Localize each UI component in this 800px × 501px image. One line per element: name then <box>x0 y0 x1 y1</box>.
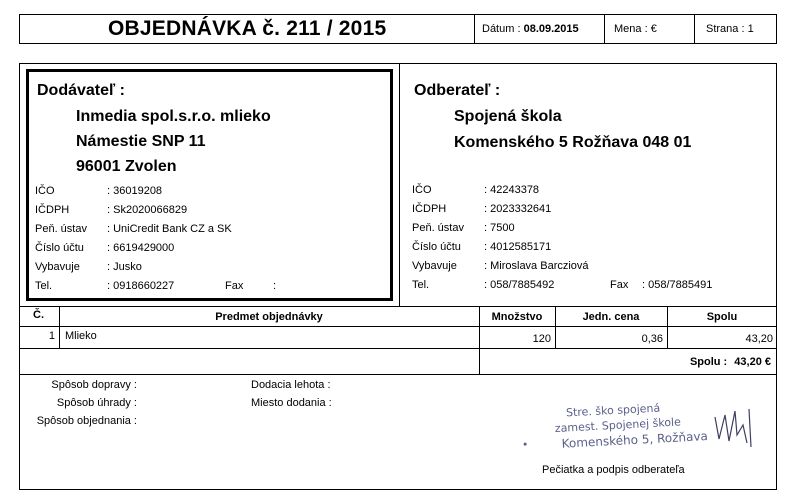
title-bar <box>19 14 777 44</box>
currency-field <box>614 23 657 35</box>
col-header-quantity: Množstvo <box>491 311 543 323</box>
field-label: Peň. ústav <box>35 223 87 235</box>
fax-value: : 058/7885491 <box>642 279 713 291</box>
supplier-ico-row <box>35 182 276 201</box>
order-method-label: Spôsob objednania : <box>36 415 137 427</box>
customer-name: Spojená škola <box>454 108 562 125</box>
date-value: 08.09.2015 <box>523 23 579 35</box>
stamp-line: zamest. Spojenej škole <box>554 415 682 436</box>
supplier-box <box>26 69 393 301</box>
customer-ico-row <box>412 181 712 200</box>
supplier-bank-row <box>35 220 276 239</box>
field-label: IČO <box>35 185 55 197</box>
items-table <box>19 306 777 375</box>
payment-label: Spôsob úhrady : <box>56 397 137 409</box>
tel-value: : 058/7885492 <box>484 279 555 291</box>
date-field <box>482 23 579 35</box>
field-label: Číslo účtu <box>35 242 84 254</box>
title-divider <box>694 15 695 43</box>
tel-label: Tel. <box>35 280 53 292</box>
field-value: : Sk2020066829 <box>107 204 188 216</box>
supplier-street: Námestie SNP 11 <box>76 133 206 150</box>
customer-icdph-row <box>412 200 712 219</box>
field-label: IČDPH <box>35 204 70 216</box>
signature-caption: Pečiatka a podpis odberateľa <box>542 464 685 476</box>
page-value: 1 <box>747 23 754 35</box>
col-header-total: Spolu <box>706 311 738 323</box>
supplier-city: 96001 Zvolen <box>76 158 177 175</box>
field-value: : 6619429000 <box>107 242 175 254</box>
row-quantity: 120 <box>532 333 551 345</box>
customer-fields <box>412 181 712 295</box>
field-value: : 2023332641 <box>484 203 552 215</box>
supplier-heading: Dodávateľ : <box>37 82 125 99</box>
order-sum <box>619 356 771 368</box>
sum-label: Spolu : <box>689 356 728 368</box>
currency-value: € <box>650 23 657 35</box>
table-line <box>19 306 777 307</box>
footer-area <box>19 375 777 490</box>
page-field <box>706 23 754 35</box>
field-value: : Jusko <box>107 261 142 273</box>
field-label: IČO <box>412 184 432 196</box>
date-label: Dátum : <box>482 23 521 35</box>
currency-label: Mena : <box>614 23 648 35</box>
tel-label: Tel. <box>412 279 430 291</box>
table-line <box>19 348 777 349</box>
fax-label: Fax <box>225 280 244 292</box>
col-header-number: Č. <box>33 309 44 321</box>
field-value: : 36019208 <box>107 185 163 197</box>
customer-address: Komenského 5 Rožňava 048 01 <box>454 134 692 151</box>
delivery-place-label: Miesto dodania : <box>251 397 332 409</box>
field-value: : 7500 <box>484 222 515 234</box>
customer-bank-row <box>412 219 712 238</box>
field-value: : 42243378 <box>484 184 540 196</box>
page-label: Strana : <box>706 23 745 35</box>
transport-label: Spôsob dopravy : <box>51 379 137 391</box>
tel-value: : 0918660227 <box>107 280 175 292</box>
signature-icon <box>707 395 767 455</box>
title-divider <box>604 15 605 43</box>
field-label: Vybavuje <box>35 261 80 273</box>
supplier-tel-row <box>35 277 276 296</box>
col-header-unit-price: Jedn. cena <box>582 311 640 323</box>
stamp-line: Stre. ško spojená <box>565 401 661 420</box>
customer-box <box>400 70 776 302</box>
stamp-dot <box>524 443 527 446</box>
field-label: Číslo účtu <box>412 241 461 253</box>
field-value: : Miroslava Barcziová <box>484 260 589 272</box>
row-item: Mlieko <box>65 330 97 342</box>
table-line <box>19 326 777 327</box>
document-title: OBJEDNÁVKA č. 211 / 2015 <box>108 17 387 40</box>
delivery-term-label: Dodacia lehota : <box>251 379 331 391</box>
fax-label: Fax <box>610 279 629 291</box>
field-label: Peň. ústav <box>412 222 464 234</box>
supplier-account-row <box>35 239 276 258</box>
customer-heading: Odberateľ : <box>414 82 501 99</box>
col-header-item: Predmet objednávky <box>215 311 323 323</box>
row-unit-price: 0,36 <box>641 333 663 345</box>
field-label: IČDPH <box>412 203 447 215</box>
field-label: Vybavuje <box>412 260 457 272</box>
customer-contact-row <box>412 257 712 276</box>
field-value: : UniCredit Bank CZ a SK <box>107 223 232 235</box>
title-divider <box>474 15 475 43</box>
stamp-line: Komenského 5, Rožňava <box>561 429 709 451</box>
field-value: : 4012585171 <box>484 241 552 253</box>
supplier-contact-row <box>35 258 276 277</box>
supplier-name: Inmedia spol.s.r.o. mlieko <box>76 108 271 125</box>
supplier-icdph-row <box>35 201 276 220</box>
customer-tel-row <box>412 276 712 295</box>
supplier-fields <box>35 182 276 296</box>
row-number: 1 <box>48 330 55 342</box>
customer-account-row <box>412 238 712 257</box>
row-total: 43,20 <box>745 333 773 345</box>
fax-value: : <box>273 280 277 292</box>
sum-value: 43,20 € <box>734 356 771 368</box>
